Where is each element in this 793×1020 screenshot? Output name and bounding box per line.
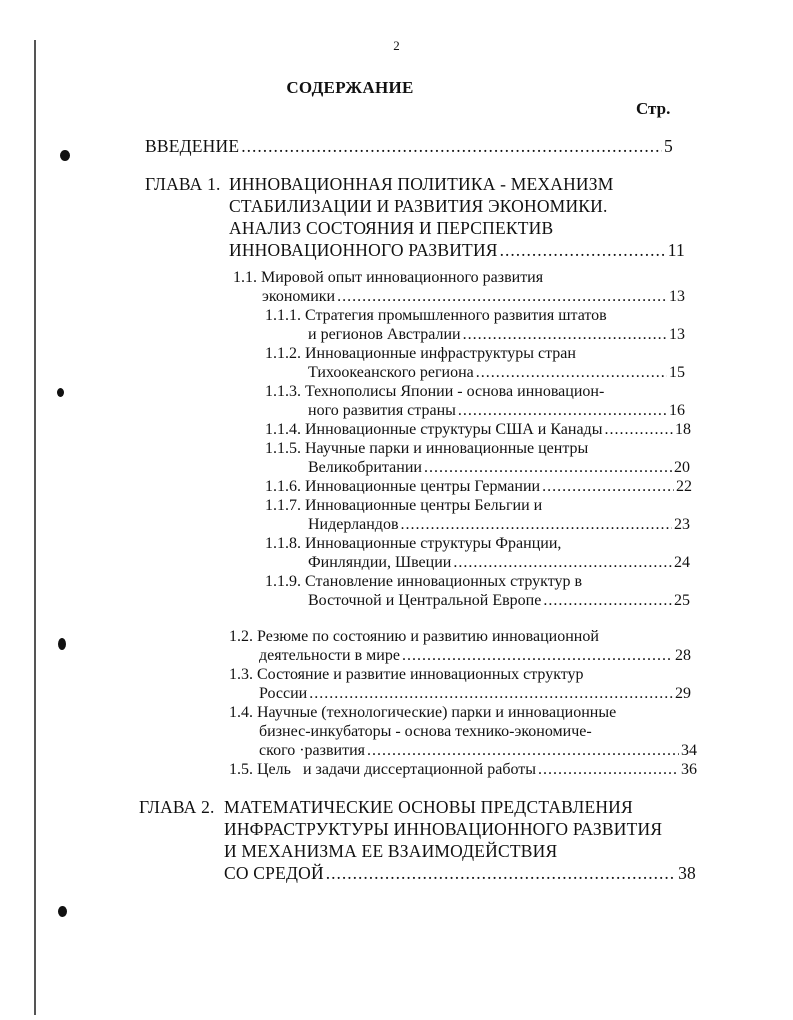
toc-label: 1.1.2. Инновационные инфраструктуры стран [265, 345, 576, 362]
toc-entry-1-1-7 [265, 496, 690, 534]
toc-entry-1-1-1 [265, 306, 685, 344]
toc-label: Финляндии, Швеции [308, 554, 452, 571]
chapter-number: ГЛАВА 2. [139, 797, 215, 817]
toc-entry-1-4 [229, 703, 697, 760]
toc-label: ного развития страны [308, 402, 456, 419]
toc-label: России [259, 685, 308, 702]
toc-page: 11 [667, 240, 685, 260]
toc-page: 18 [675, 421, 691, 438]
toc-label: бизнес-инкубаторы - основа технико-экономиче- [259, 723, 592, 740]
toc-label: Восточной и Центральной Европе [308, 592, 542, 609]
toc-label: 1.5. Цель и задачи диссертационной работы [229, 761, 536, 778]
toc-label: 1.1.3. Технополисы Японии - основа инновацион- [265, 383, 605, 400]
scan-edge-line [34, 40, 36, 1015]
toc-label: 1.1.1. Стратегия промышленного развития штатов [265, 307, 607, 324]
toc-label: Великобритании [308, 459, 422, 476]
toc-label: ВВЕДЕНИЕ [145, 136, 240, 156]
toc-entry-1-1-4 [265, 420, 691, 439]
toc-entry-1-3 [229, 665, 691, 703]
toc-page: 5 [664, 136, 673, 156]
toc-entry-1-2 [229, 627, 691, 665]
toc-page: 24 [674, 554, 690, 571]
toc-label: 1.1. Мировой опыт инновационного развития [233, 269, 544, 286]
chapter-number: ГЛАВА 1. [145, 174, 221, 194]
toc-page: 15 [669, 364, 685, 381]
toc-label: 1.1.4. Инновационные структуры США и Канады [265, 421, 603, 438]
punch-hole-mark [60, 150, 70, 161]
toc-label: АНАЛИЗ СОСТОЯНИЯ И ПЕРСПЕКТИВ [229, 218, 554, 238]
toc-label: ИННОВАЦИОННОГО РАЗВИТИЯ [229, 240, 498, 260]
toc-page: 23 [674, 516, 690, 533]
toc-page: 25 [674, 592, 690, 609]
punch-hole-mark [58, 638, 66, 650]
toc-page: 29 [675, 685, 691, 702]
toc-entry-1-1-3 [265, 382, 685, 420]
toc-label: И МЕХАНИЗМА ЕЕ ВЗАИМОДЕЙСТВИЯ [224, 841, 558, 861]
toc-entry-chapter-1 [145, 173, 685, 261]
toc-entry-1-5 [229, 760, 697, 779]
punch-hole-mark [58, 906, 67, 917]
toc-entry-1-1-5 [265, 439, 690, 477]
toc-entry-1-1-6 [265, 477, 692, 496]
page-number: 2 [393, 38, 400, 53]
toc-entry-1-1-8 [265, 534, 690, 572]
toc-page: 38 [678, 863, 696, 883]
toc-label: ского ·развития [259, 742, 366, 759]
toc-label: 1.2. Резюме по состоянию и развитию инновационной [229, 628, 599, 645]
toc-label: ИНФРАСТРУКТУРЫ ИННОВАЦИОННОГО РАЗВИТИЯ [224, 819, 663, 839]
toc-page: 13 [669, 326, 685, 343]
toc-label: 1.1.8. Инновационные структуры Франции, [265, 535, 562, 552]
toc-label: СО СРЕДОЙ [224, 863, 324, 883]
page-column-label: Стр. [636, 99, 671, 118]
toc-page: 20 [674, 459, 690, 476]
toc-label: деятельности в мире [259, 647, 400, 664]
toc-label: ИННОВАЦИОННАЯ ПОЛИТИКА - МЕХАНИЗМ [229, 174, 614, 194]
punch-hole-mark [57, 388, 64, 397]
toc-label: и регионов Австралии [308, 326, 461, 343]
toc-page: 22 [676, 478, 692, 495]
toc-label: СТАБИЛИЗАЦИИ И РАЗВИТИЯ ЭКОНОМИКИ. [229, 196, 608, 216]
toc-entry-1-1-9 [265, 572, 690, 610]
toc-entry-1-1 [233, 268, 685, 306]
toc-page: 34 [681, 742, 697, 759]
toc-label: 1.1.5. Научные парки и инновационные центры [265, 440, 589, 457]
toc-page: 36 [681, 761, 697, 778]
toc-label: 1.4. Научные (технологические) парки и инновационные [229, 704, 617, 721]
toc-entry-1-1-2 [265, 344, 685, 382]
toc-label: 1.1.6. Инновационные центры Германии [265, 478, 541, 495]
toc-label: экономики [262, 288, 336, 305]
toc-entry-intro [145, 135, 673, 157]
page-title: СОДЕРЖАНИЕ [286, 78, 414, 97]
toc-label: МАТЕМАТИЧЕСКИЕ ОСНОВЫ ПРЕДСТАВЛЕНИЯ [224, 797, 633, 817]
toc-page: 16 [669, 402, 685, 419]
toc-page: 13 [669, 288, 685, 305]
toc-label: 1.1.9. Становление инновационных структур в [265, 573, 583, 590]
toc-label: Тихоокеанского региона [308, 364, 474, 381]
toc-entry-chapter-2 [139, 796, 696, 884]
toc-page: 28 [675, 647, 691, 664]
toc-label: Нидерландов [308, 516, 399, 533]
toc-label: 1.3. Состояние и развитие инновационных структур [229, 666, 584, 683]
toc-label: 1.1.7. Инновационные центры Бельгии и [265, 497, 543, 514]
